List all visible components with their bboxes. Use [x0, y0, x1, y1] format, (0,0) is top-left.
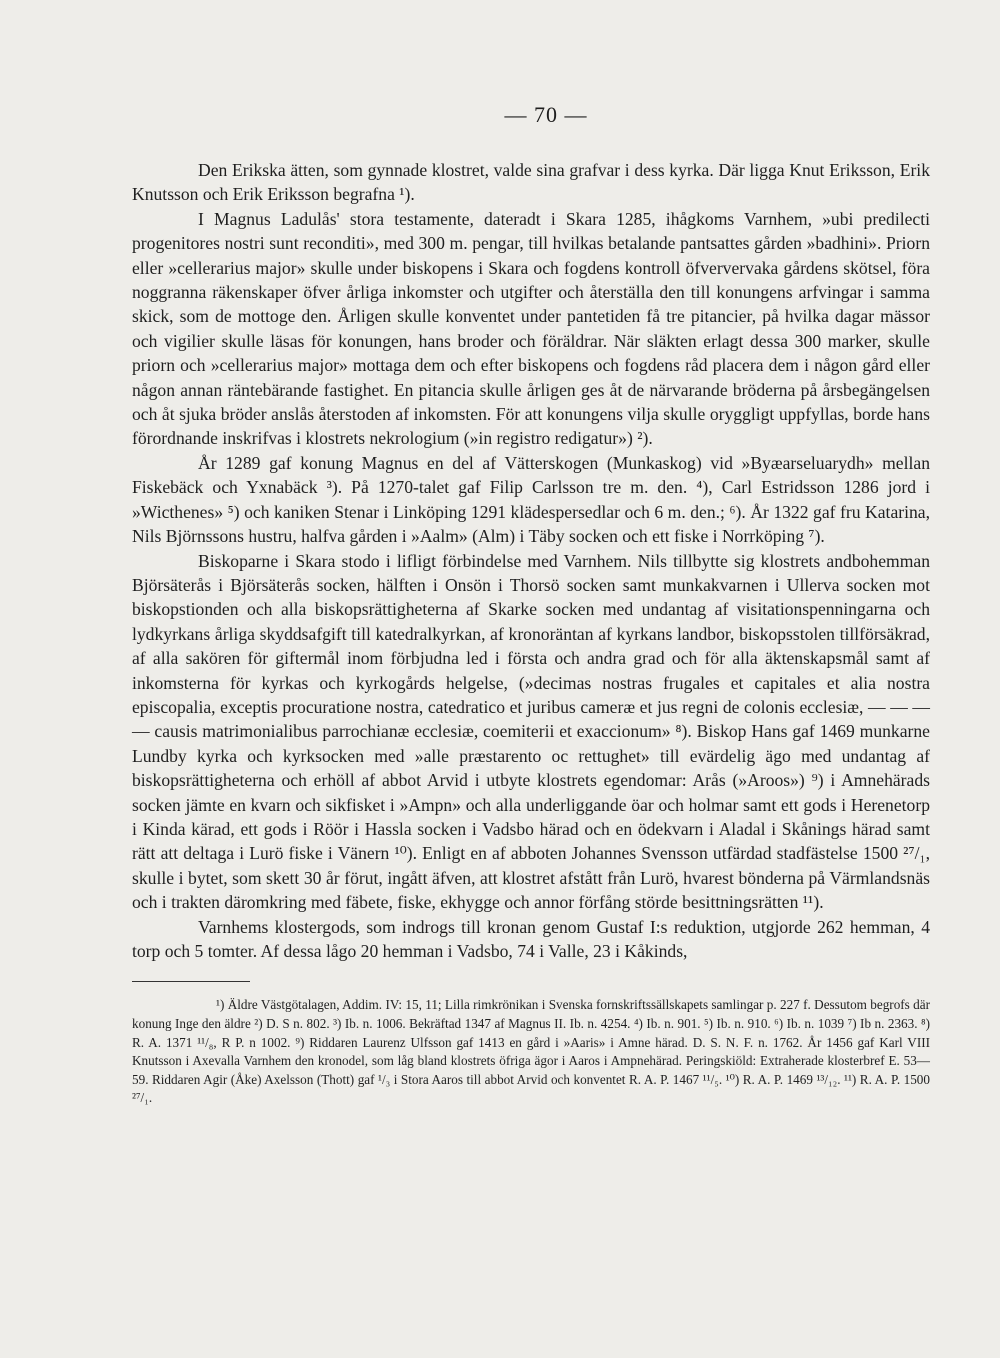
paragraph-1: Den Erikska ätten, som gynnade klostret, valde sina grafvar i dess kyrka. Där ligga Knut Eriksson, Erik Knutsson och Erik Eriksson begrafna ¹).: [132, 160, 930, 205]
page-number: — 70 —: [504, 102, 588, 127]
footnotes-text: ¹) Äldre Västgötalagen, Addim. IV: 15, 11; Lilla rimkrönikan i Svenska fornskriftssällskapets samlingar p. 227 f. Dessutom begrofs där konung Inge den äldre ²) D. S n. 802. ³) Ib. n. 1006. Bekräftad 1347 af Magnus II. Ib. n. 4254. ⁴) Ib. n. 901. ⁵) Ib. n. 910. ⁶) Ib. n. 1039 ⁷) Ib n. 2363. ⁸) R. A. 1371 ¹¹/₈, R P. n 1002. ⁹) Riddaren Laurenz Ulfsson gaf 1413 en gård i »Aaris» i Amne härad. D. S. N. F. n. 1762. År 1456 gaf Karl VIII Knutsson i Axevalla Varnhem den kronodel, som låg bland klostrets öfriga ägor i Aaros i Ampnehärad. Peringskiöld: Extraherade klosterbref E. 53—59. Riddaren Agir (Åke) Axelsson (Thott) gaf ¹/₃ i Stora Aaros till abbot Arvid och konventet R. A. P. 1467 ¹¹/₅. ¹⁰) R. A. P. 1469 ¹³/₁₂. ¹¹) R. A. P. 1500 ²⁷/₁.: [132, 997, 930, 1106]
paragraph-2: I Magnus Ladulås' stora testamente, dateradt i Skara 1285, ihågkoms Varnhem, »ubi predilecti progenitores nostri sunt reconditi», med 300 m. pengar, till hvilkas betalande pantsattes gården »badhini». Priorn eller »cellerarius major» skulle under biskopens i Skara och fogdens kontroll öfververvaka gårdens skötsel, föra noggranna räkenskaper öfver årliga inkomster och utgifter och återställa den till konungens arfvingar i samma skick, som de mottoge den. Årligen skulle konventet under pantetiden få tre pitancier, på hvilka dagar mässor och vigilier skulle läsas för konungen, hans broder och föräldrar. När släkten erlagt dessa 300 marker, skulle priorn och »cellerarius major» mottaga dem och efter biskopens och fogdens råd placera dem i någon gård eller någon annan räntebärande fastighet. En pitancia skulle årligen ges åt de närvarande bröderna på årsbegängelsen och åt sjuka bröder anslås återstoden af inkomsten. För att konungens vilja skulle oryggligt uppfyllas, borde hans förordnande inskrifvas i klostrets nekrologium (»in registro redigatur») ²).: [132, 208, 930, 449]
paragraph-5: Varnhems klostergods, som indrogs till kronan genom Gustaf I:s reduktion, utgjorde 262 hemman, 4 torp och 5 tomter. Af dessa lågo 20 hemman i Vadsbo, 74 i Valle, 23 i Kåkinds,: [132, 916, 930, 961]
body-text: [132, 158, 930, 963]
paragraph-4: Biskoparne i Skara stodo i lifligt förbindelse med Varnhem. Nils tillbytte sig klostrets andbohemman Björsäterås i Björsäterås socken, hälften i Onsön i Thorsö socken samt munkakvarnen i Ullerva socken mot biskopstionden och alla biskopsrättigheterna af Skarke socken med undantag af visitationspenningarna och lydkyrkans årliga skyddsafgift till katedralkyrkan, af kronoräntan af kyrkans landbor, biskopsstolen tillförsäkrad, af alla sakören för giftermål inom förbjudna led i första och andra grad och för alla äktenskapsmål samt af inkomsterna för kyrkas och kyrkogårds helgelse, (»decimas nostras frugales et capitales et alia nostra episcopalia, exceptis procuratione nostra, catedratico et juribus cameræ et jus regni de colonis ecclesiæ, — — — — causis matrimonialibus parrochianæ ecclesiæ, coemiterii et exaccionum» ⁸). Biskop Hans gaf 1469 munkarne Lundby kyrka och kyrksocken med »alle præstarento oc rettughet» till evärdelig ägo med undantag af biskopsrättigheterna och erhöll af abbot Arvid i utbyte klostrets egendomar: Arås (»Aroos») ⁹) i Amnehärads socken jämte en kvarn och sikfisket i »Ampn» och alla underliggande öar och holmar samt ett gods i Herenetorp i Kinda kärad, ett gods i Röör i Hassla socken i Vadsbo härad och en ödekvarn i Aladal i Skånings härad samt rätt att deltaga i Lurö fiske i Vänern ¹⁰). Enligt en af abboten Johannes Svensson utfärdad stadfästelse 1500 ²⁷/₁, skulle i bytet, som skett 30 år förut, ingått äfven, att klostret afstått från Lurö, hvarest böndernа på Värmlandsnäs och i trakten däromkring med fäbete, fiske, ekhygge och annor förfång störde besittningsrätten ¹¹).: [132, 550, 930, 913]
footnotes: [132, 996, 930, 1108]
paragraph-3: År 1289 gaf konung Magnus en del af Vätterskogen (Munkaskog) vid »Byæarseluarydh» mellan Fiskebäck och Yxnabäck ³). På 1270-talet gaf Filip Carlsson tre m. den. ⁴), Carl Estridsson 1286 jord i »Wicthenes» ⁵) och kaniken Stenar i Linköping 1291 klädespersedlar och 6 m. den.; ⁶). År 1322 gaf fru Katarina, Nils Björnssons hustru, halfva gården i »Aalm» (Alm) i Täby socken och ett fiske i Norrköping ⁷).: [132, 452, 930, 547]
footnote-divider: [132, 981, 250, 982]
